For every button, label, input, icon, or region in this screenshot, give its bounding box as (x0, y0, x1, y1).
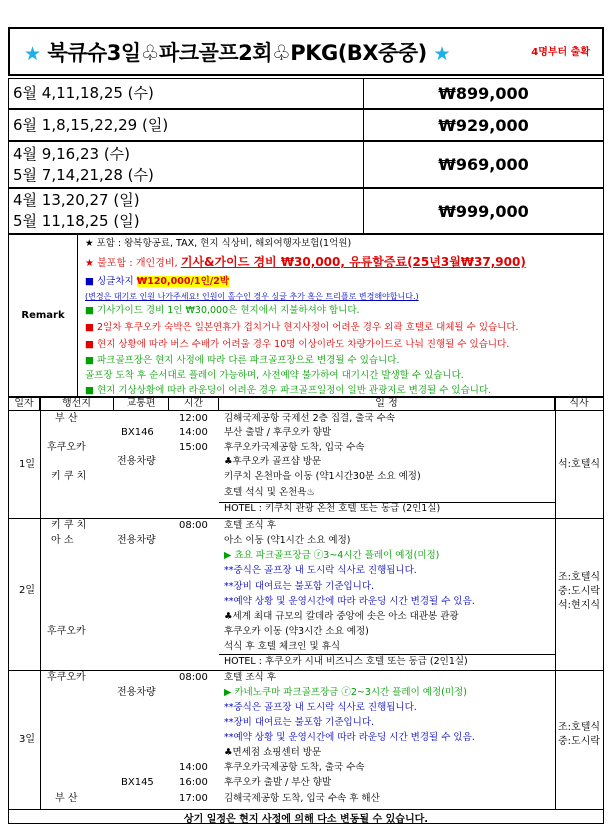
day-label: 2일 (19, 585, 36, 596)
transport: 전용차량 (117, 456, 156, 467)
schedule-line: ▶ 쵸요 파크골프장금 ⓡ3~4시간 플레이 예정(미정) (224, 550, 440, 561)
remark-single-charge (85, 275, 229, 288)
remark-line: ■ 파크골프장은 현지 사정에 따라 다른 파크골프장으로 변경될 수 있습니다. (85, 355, 400, 366)
schedule-line: ♣면세점 쇼핑센터 방문 (224, 747, 322, 758)
page-title (24, 37, 450, 67)
place: 부 산 (55, 413, 78, 424)
time: 16:00 (179, 777, 208, 788)
price-row (8, 78, 604, 109)
meal: 중:도시락 (558, 586, 601, 597)
schedule-line: 호텔 석식 및 온천욕♨ (224, 487, 315, 498)
schedule-line: 호텔 조식 후 (224, 520, 276, 531)
price-row (8, 188, 604, 234)
time: 14:00 (179, 762, 208, 773)
transport: 전용차량 (117, 535, 156, 546)
place: 키 쿠 치 (51, 471, 87, 482)
remark-label: Remark (9, 235, 78, 396)
remark-line: 골프장 도착 후 순서대로 플레이 가능하며, 사전예약 불가하여 대기시간 발생할 수 있습니다. (85, 370, 464, 381)
divider (9, 410, 603, 411)
schedule-line: ♣후쿠오카 골프샵 방문 (224, 456, 322, 467)
schedule-line: **장비 대여료는 불포함 기준입니다. (224, 581, 375, 592)
price-value: ₩969,000 (438, 155, 529, 174)
divider (40, 398, 41, 809)
price-dates: 4월 13,20,27 (일) (13, 191, 140, 209)
price-value: ₩999,000 (438, 201, 529, 221)
meal: 조:호텔식 (558, 572, 601, 583)
schedule-line: ▶ 카네노쿠마 파크골프장금 ⓡ2~3시간 플레이 예정(미정) (224, 687, 467, 698)
divider (555, 398, 556, 809)
time: 15:00 (179, 442, 208, 453)
time: 08:00 (179, 672, 208, 683)
price-dates: 4월 9,16,23 (수) (13, 144, 131, 163)
place: 키 쿠 치 (51, 520, 87, 531)
schedule-line: **장비 대여료는 불포함 기준입니다. (224, 717, 375, 728)
price-dates: 6월 1,8,15,22,29 (일) (13, 115, 169, 134)
hotel-line: HOTEL : 키쿠치 관광 온천 호텔 또는 동급 (2인1실) (224, 503, 441, 514)
remark-exclude (85, 256, 526, 270)
day-label: 3일 (19, 734, 36, 745)
schedule-line: 부산 출발 / 후쿠오카 향발 (224, 427, 332, 438)
price-dates: 5월 11,18,25 (일) (13, 212, 140, 230)
price-dates: 5월 7,14,21,28 (수) (13, 165, 154, 184)
schedule-line: 후쿠오카 출발 / 부산 향발 (224, 777, 332, 788)
place: 아 소 (51, 535, 74, 546)
schedule-line: 후쿠오카국제공항 도착, 입국 수속 (224, 442, 365, 453)
remark-line: ■ 2일차 후쿠오카 숙박은 일본연휴가 겹치거나 현지사정이 어려운 경우 외곽 호텔로 대체될 수 있습니다. (85, 322, 519, 333)
schedule-line: **중식은 골프장 내 도시락 식사로 진행됩니다. (224, 702, 417, 713)
schedule-line: **예약 상황 및 운영시간에 따라 라운딩 시간 변경될 수 있음. (224, 596, 475, 607)
time: 17:00 (179, 793, 208, 804)
header-time: 시간 (169, 398, 219, 410)
time: 08:00 (179, 520, 208, 531)
header-meal: 식사 (569, 398, 589, 409)
place: 후쿠오카 (47, 672, 86, 683)
price-dates: 6월 4,11,18,25 (수) (13, 84, 154, 102)
title-box (8, 27, 604, 76)
meal: 석:현지식 (558, 600, 601, 611)
time: 14:00 (179, 427, 208, 438)
single-note: (변경은 대기로 인원 나가주세요! 인원이 홀수인 경우 싱글 추가 혹은 트리플로 변경해야합니다.) (85, 292, 419, 301)
header-transport: 교통편 (114, 398, 169, 410)
header-day: 일자 (9, 398, 40, 410)
title-main: 북큐슈3일♧파크골프2회♧PKG(BX중중) (47, 40, 427, 65)
remark-line: ■ 현지 기상상황에 따라 라운딩이 어려운 경우 파크골프일정이 일반 관광지로 변경될 수 있습니다. (85, 385, 492, 396)
time: 12:00 (179, 413, 208, 424)
price-value: ₩929,000 (438, 115, 529, 135)
footer-note: 상기 일정은 현지 사정에 의해 다소 변동될 수 있습니다. (183, 814, 429, 825)
schedule-line: **중식은 골프장 내 도시락 식사로 진행됩니다. (224, 565, 417, 576)
meal: 조:호텔식 (558, 722, 601, 733)
remark-section (8, 234, 604, 397)
transport: BX146 (121, 427, 154, 438)
exclude-highlight: 기사&가이드 경비 ₩30,000, 유류할증료(25년3월₩37,900) (180, 255, 526, 269)
single-prefix: ■ 싱글차지 (85, 276, 137, 287)
place: 후쿠오카 (47, 626, 86, 637)
itinerary-table (8, 397, 604, 824)
schedule-line: 아소 이동 (약1시간 소요 예정) (224, 535, 351, 546)
divider (9, 518, 603, 519)
schedule-line: 후쿠오카 이동 (약3시간 소요 예정) (224, 626, 369, 637)
price-row (8, 109, 604, 141)
transport: 전용차량 (117, 687, 156, 698)
schedule-line: 키쿠치 온천마을 이동 (약1시간30분 소요 예정) (224, 471, 421, 482)
exclude-prefix: ★ 불포함 : 개인경비, (85, 258, 181, 269)
schedule-line: 김해국제공항 국제선 2층 집결, 출국 수속 (224, 413, 395, 424)
schedule-line: 김해국제공항 도착, 입국 수속 후 해산 (224, 793, 380, 804)
schedule-line: 호텔 조식 후 (224, 672, 276, 683)
price-value: ₩899,000 (438, 84, 529, 103)
remark-line: ■ 현지 상황에 따라 버스 수배가 어려울 경우 10명 이상이라도 차량가이드로 나눠 진행될 수 있습니다. (85, 339, 510, 350)
hotel-line: HOTEL : 후쿠오카 시내 비즈니스 호텔 또는 동급 (2인1실) (224, 656, 468, 667)
header-schedule: 일 정 (219, 398, 555, 410)
header-place: 행선지 (40, 398, 114, 410)
place: 부 산 (55, 793, 78, 804)
single-value: ₩120,000/1인/2박 (136, 276, 229, 287)
place: 후쿠오카 (47, 442, 86, 453)
star-icon: ★ (24, 42, 41, 65)
meal: 중:도시락 (558, 736, 601, 747)
star-icon: ★ (433, 42, 451, 65)
remark-include: ★ 포함 : 왕복항공료, TAX, 현지 식상비, 해외여행자보험(1억원) (85, 238, 352, 249)
transport: BX145 (121, 777, 154, 788)
price-row (8, 141, 604, 188)
schedule-line: 석식 후 호텔 체크인 및 휴식 (224, 641, 341, 652)
day-label: 1일 (19, 459, 36, 470)
meal: 석:호텔식 (558, 459, 601, 470)
schedule-line: 후쿠오카국제공항 도착, 출국 수속 (224, 762, 365, 773)
min-people-note: 4명부터 출확 (531, 47, 590, 58)
remark-line: ■ 기사가이드 경비 1인 ₩30,000은 현지에서 지불하셔야 합니다. (85, 305, 360, 316)
schedule-line: ♣세계 최대 규모의 칼데라 중앙에 솟은 아소 대관봉 관광 (224, 611, 459, 622)
divider (9, 670, 603, 671)
schedule-line: **예약 상황 및 운영시간에 따라 라운딩 시간 변경될 수 있음. (224, 732, 475, 743)
